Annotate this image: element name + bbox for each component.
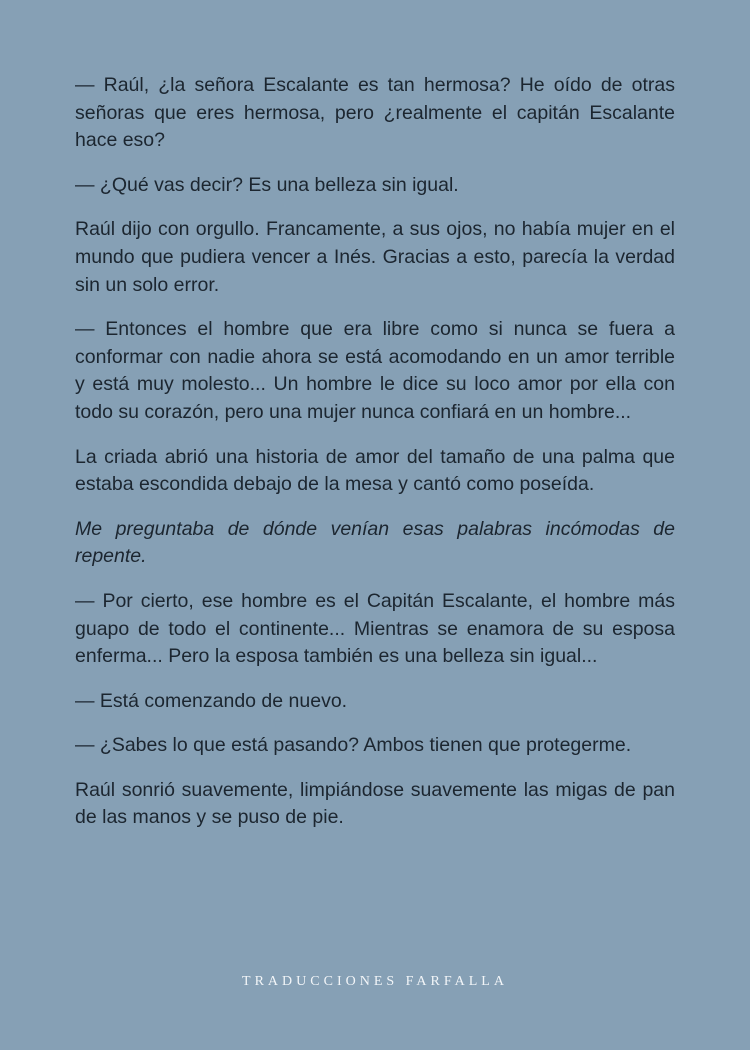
paragraph: — Está comenzando de nuevo. bbox=[75, 689, 348, 712]
footer-credit: TRADUCCIONES FARFALLA bbox=[242, 974, 508, 989]
italic-paragraph: Me preguntaba de dónde venían esas palabras incómodas de repente. bbox=[75, 517, 675, 568]
page-body bbox=[75, 72, 675, 849]
paragraph: Raúl dijo con orgullo. Francamente, a sus ojos, no había mujer en el mundo que pudiera vencer a Inés. Gracias a esto, parecía la verdad sin un solo error. bbox=[75, 218, 675, 296]
paragraph: La criada abrió una historia de amor del tamaño de una palma que estaba escondida debajo de la mesa y cantó como poseída. bbox=[75, 445, 675, 496]
paragraph: Raúl sonrió suavemente, limpiándose suavemente las migas de pan de las manos y se puso de pie. bbox=[75, 778, 675, 829]
paragraph: — Por cierto, ese hombre es el Capitán Escalante, el hombre más guapo de todo el continente... Mientras se enamora de su esposa enferma... Pero la esposa también es una belleza sin igual... bbox=[75, 589, 675, 668]
paragraph: — Raúl, ¿la señora Escalante es tan hermosa? He oído de otras señoras que eres hermosa, pero ¿realmente el capitán Escalante hace eso? bbox=[75, 74, 675, 152]
paragraph: — Entonces el hombre que era libre como si nunca se fuera a conformar con nadie ahora se está acomodando en un amor terrible y está muy molesto... Un hombre le dice su loco amor por ella con todo su corazón, pero una mujer nunca confiará en un hombre... bbox=[75, 318, 675, 423]
paragraph: — ¿Qué vas decir? Es una belleza sin igual. bbox=[75, 173, 459, 196]
paragraph: — ¿Sabes lo que está pasando? Ambos tienen que protegerme. bbox=[75, 734, 632, 757]
